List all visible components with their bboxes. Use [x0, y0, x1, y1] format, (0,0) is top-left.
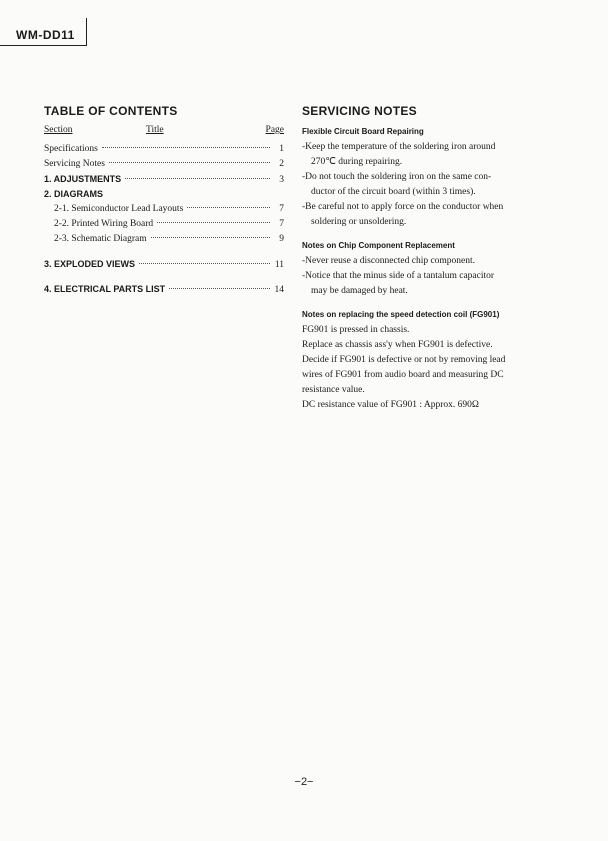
note-line: ductor of the circuit board (within 3 times).	[311, 187, 476, 197]
toc-entry	[44, 157, 284, 172]
leader-dots	[187, 207, 270, 208]
table-of-contents	[44, 104, 284, 297]
toc-entry	[44, 217, 284, 232]
toc-entry	[44, 172, 284, 187]
note-line: -Notice that the minus side of a tantalum capacitor	[302, 271, 495, 281]
toc-entry	[44, 187, 284, 202]
toc-entry	[44, 232, 284, 247]
header-divider-vertical	[86, 18, 87, 46]
toc-entry	[44, 202, 284, 217]
toc-entry-label: Specifications	[44, 144, 98, 154]
toc-entry-page: 1	[279, 144, 284, 154]
note-line: Replace as chassis ass'y when FG901 is defective.	[302, 340, 493, 350]
leader-dots	[139, 263, 270, 264]
toc-entry-label: 2. DIAGRAMS	[44, 189, 104, 199]
toc-entry-page: 2	[279, 159, 284, 169]
toc-entry-page: 14	[274, 285, 284, 295]
model-label: WM-DD11	[16, 28, 75, 42]
note-line: DC resistance value of FG901 : Approx. 690Ω	[302, 400, 479, 410]
toc-entry-page: 9	[279, 234, 284, 244]
note-line: -Do not touch the soldering iron on the same con-	[302, 172, 492, 182]
toc-entry-label: 2-1. Semiconductor Lead Layouts	[54, 204, 184, 214]
toc-title: TABLE OF CONTENTS	[44, 104, 178, 118]
toc-header	[44, 125, 284, 138]
note-line: wires of FG901 from audio board and measuring DC	[302, 370, 504, 380]
leader-dots	[157, 222, 270, 223]
header-divider-horizontal	[0, 45, 87, 46]
leader-dots	[102, 147, 270, 148]
note-line: -Keep the temperature of the soldering iron around	[302, 142, 496, 152]
note-line: Decide if FG901 is defective or not by removing lead	[302, 355, 506, 365]
note-line: resistance value.	[302, 385, 365, 395]
servicing-title: SERVICING NOTES	[302, 104, 417, 118]
toc-entry	[44, 282, 284, 297]
leader-dots	[151, 237, 270, 238]
toc-entry-page: 7	[279, 219, 284, 229]
toc-entry-page: 7	[279, 204, 284, 214]
toc-col-section: Section	[44, 125, 73, 135]
toc-entry-label: 4. ELECTRICAL PARTS LIST	[44, 284, 166, 294]
toc-entry-label: 1. ADJUSTMENTS	[44, 174, 122, 184]
toc-entry-label: 2-3. Schematic Diagram	[54, 234, 147, 244]
note-line: FG901 is pressed in chassis.	[302, 325, 410, 335]
leader-dots	[125, 178, 270, 179]
chip-replacement-heading: Notes on Chip Component Replacement	[302, 241, 455, 250]
note-line: -Never reuse a disconnected chip component.	[302, 256, 476, 266]
leader-dots	[109, 162, 270, 163]
toc-col-page: Page	[265, 125, 284, 135]
toc-entry	[44, 257, 284, 272]
toc-entry-label: 3. EXPLODED VIEWS	[44, 259, 136, 269]
toc-entry-page: 11	[274, 260, 284, 270]
flex-board-heading: Flexible Circuit Board Repairing	[302, 127, 424, 136]
toc-entry-label: Servicing Notes	[44, 159, 105, 169]
note-line: -Be careful not to apply force on the conductor when	[302, 202, 504, 212]
note-line: 270℃ during repairing.	[311, 157, 403, 167]
toc-entry-label: 2-2. Printed Wiring Board	[54, 219, 154, 229]
toc-entry-page: 3	[279, 175, 284, 185]
toc-entry	[44, 142, 284, 157]
leader-dots	[169, 288, 270, 289]
note-line: soldering or unsoldering.	[311, 217, 407, 227]
servicing-notes	[302, 104, 547, 413]
note-line: may be damaged by heat.	[311, 286, 408, 296]
toc-col-title: Title	[146, 125, 164, 135]
coil-replacement-heading: Notes on replacing the speed detection coil (FG901)	[302, 310, 500, 319]
page-number: −2−	[294, 776, 314, 788]
